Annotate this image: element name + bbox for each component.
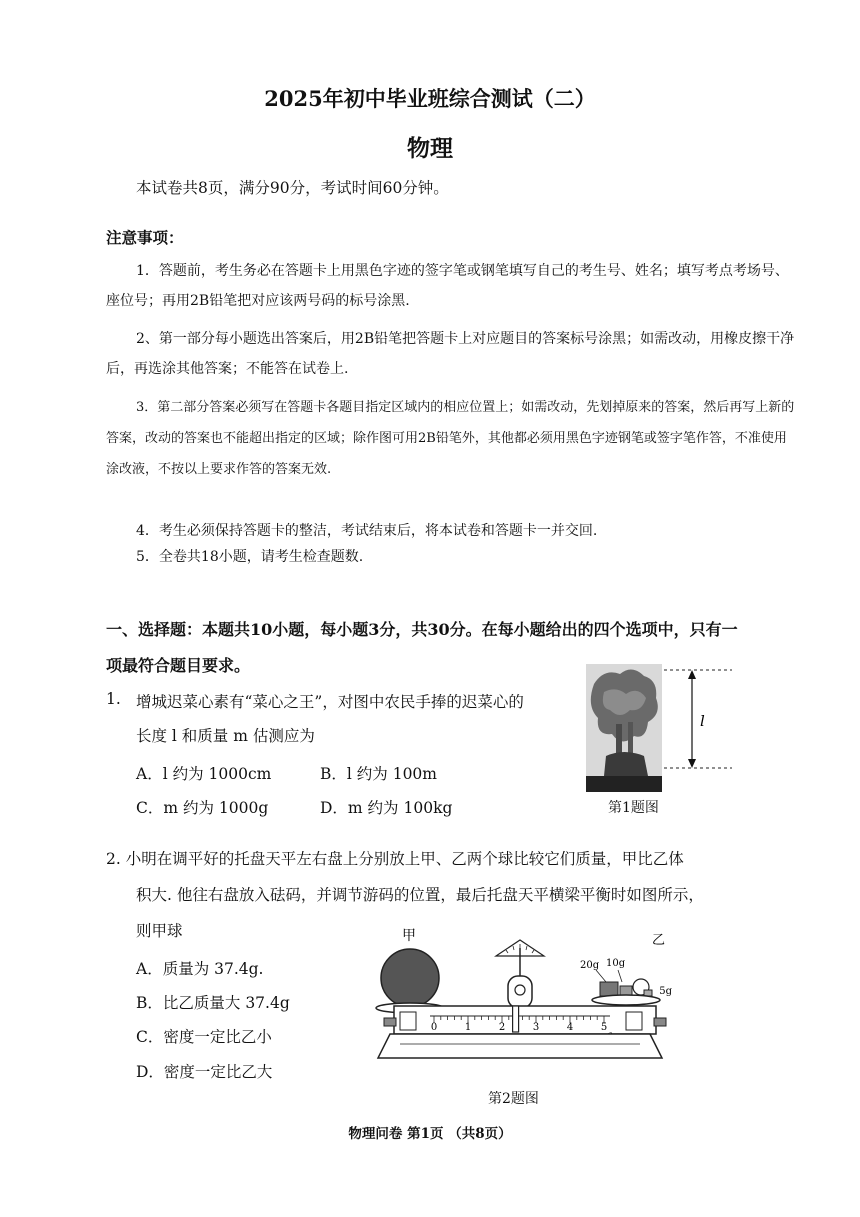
note-item-5: 5．全卷共18小题，请考生检查题数. [136,549,364,565]
scale-label-3: 3 [532,1022,540,1033]
arrow-down-icon [688,759,696,768]
weight-10g-label: 10g [606,958,626,969]
q2-figure [370,920,670,1080]
q1-option-d: D．m 约为 100kg [320,799,453,817]
q2-option-a: A．质量为 37.4g. [136,960,264,978]
ball-jia-label: 甲 [402,928,416,944]
page-footer: 物理问卷 第1页 （共8页） [348,1126,512,1142]
subject-title: 物理 [407,135,453,162]
weights-stack [600,979,652,996]
q1-caption: 第1题图 [608,800,659,816]
weight-5g-label: 5g [659,986,672,997]
q2-line2: 积大. 他往右盘放入砝码，并调节游码的位置，最后托盘天平横梁平衡时如图所示， [136,886,704,904]
q2-option-d: D．密度一定比乙大 [136,1063,273,1081]
q1-line2: 长度 l 和质量 m 估测应为 [136,727,315,745]
length-label: l [700,712,705,730]
q2-option-b: B．比乙质量大 37.4g [136,994,290,1012]
q1-line1: 增城迟菜心素有“菜心之王”，对图中农民手捧的迟菜心的 [136,693,524,711]
right-pan [592,995,660,1005]
q2-caption: 第2题图 [488,1091,539,1107]
q1-option-c: C．m 约为 1000g [136,799,269,817]
scale-label-4: 4 [566,1022,574,1033]
notes-heading: 注意事项： [106,228,184,247]
scale-label-2: 2 [498,1022,506,1033]
scale-label-0: 0 [430,1022,438,1033]
note-item-1: 1．答题前，考生务必在答题卡上用黑色字迹的签字笔或钢笔填写自己的考生号、姓名；填写考点考场号、座位号；再用2B铅笔把对应该两号码的标号涂黑. [106,263,789,309]
rider-slider [513,1006,519,1032]
vegetable-photo [586,664,662,792]
scale-label-5: 5 [600,1022,608,1033]
q2-line1: 2. 小明在调平好的托盘天平左右盘上分别放上甲、乙两个球比较它们质量，甲比乙体 [106,850,684,868]
ball-yi-label: 乙 [652,933,666,948]
right-balance-nut [654,1018,666,1026]
note-item-4: 4．考生必须保持答题卡的整洁，考试结束后，将本试卷和答题卡一并交回. [136,523,598,539]
section-heading: 一、选择题：本题共10小题，每小题3分，共30分。在每小题给出的四个选项中，只有一项最符合题目要求。 [106,620,738,675]
q2-line3: 则甲球 [136,922,183,940]
q1-option-a: A．l 约为 1000cm [136,765,272,783]
left-balance-nut [384,1018,396,1026]
exam-intro: 本试卷共8页，满分90分，考试时间60分钟。 [136,179,449,197]
q2-option-c: C．密度一定比乙小 [136,1028,272,1046]
exam-title: 2025年初中毕业班综合测试（二） [264,86,596,111]
q1-figure [586,664,736,794]
ball-jia [381,949,439,1007]
q1-option-b: B．l 约为 100m [320,765,437,783]
q1-number: 1. [106,690,121,708]
balance-base [378,1034,662,1058]
weight-20g-label: 20g [580,960,600,971]
note-item-3: 3．第二部分答案必须写在答题卡各题目指定区域内的相应位置上；如需改动，先划掉原来的答案，然后再写上新的答案，改动的答案也不能超出指定的区域；除作图可用2B铅笔外，其他都必须用黑色字迹钢笔或签字笔作答，不准使用涂改液，不按以上要求作答的答案无效. [106,400,795,477]
note-item-2: 2、第一部分每小题选出答案后，用2B铅笔把答题卡上对应题目的答案标号涂黑；如需改动，用橡皮擦干净后，再选涂其他答案；不能答在试卷上. [106,331,795,377]
scale-label-1: 1 [464,1022,472,1033]
arrow-up-icon [688,670,696,679]
